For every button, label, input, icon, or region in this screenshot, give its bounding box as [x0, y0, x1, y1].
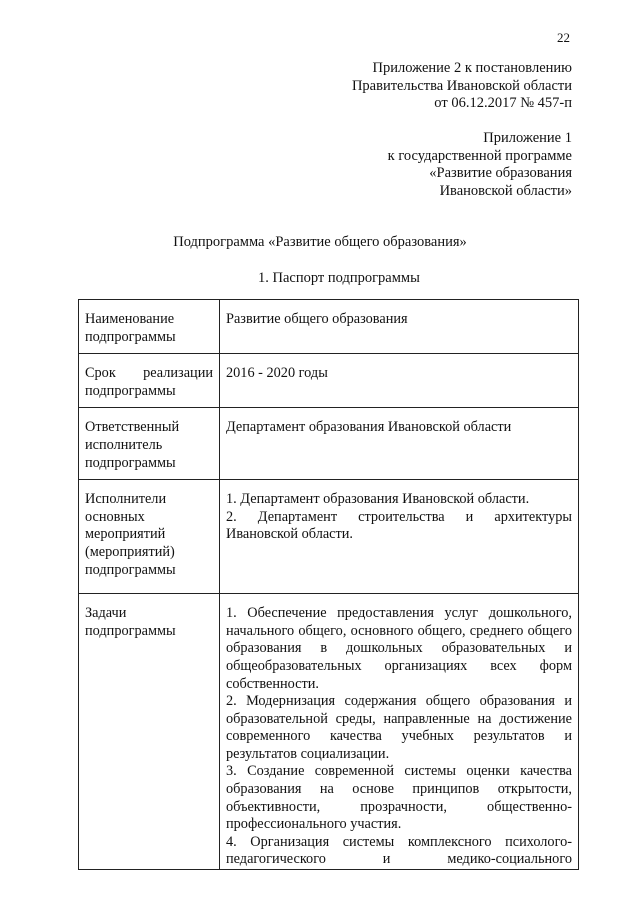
row-label: Наименование подпрограммы: [79, 300, 220, 354]
appendix-line: Ивановской области»: [439, 182, 572, 199]
row-value: Развитие общего образования: [220, 300, 579, 354]
appendix-line: Приложение 1: [483, 130, 572, 146]
value-item: 1. Обеспечение предоставления услуг дошкольного, начального общего, основного общего, среднего общего образования в дошкольных образовательных и общеобразовательных организациях всех форм собственности.: [226, 605, 572, 692]
table-row: [79, 354, 579, 408]
row-label: Ответственный исполнитель подпрограммы: [79, 408, 220, 480]
page-number: 22: [557, 30, 570, 45]
value-item: 3. Создание современной системы оценки качества образования на основе принципов открытости, объективности, прозрачности, общественно-профессионального участия.: [226, 763, 572, 833]
value-item: 2. Модернизация содержания общего образования и образовательной среды, направленные на достижение современного качества учебных результатов и результатов социализации.: [226, 693, 572, 762]
passport-table: [78, 299, 579, 870]
row-label: Задачи подпрограммы: [79, 594, 220, 870]
appendix-line: Приложение 2 к постановлению: [372, 60, 572, 76]
table-row: [79, 408, 579, 480]
table-row: [79, 480, 579, 594]
row-value: Департамент образования Ивановской области: [220, 408, 579, 480]
section-title: 1. Паспорт подпрограммы: [258, 270, 420, 286]
appendix-1-header: [388, 130, 572, 200]
row-label: Срок реализации подпрограммы: [79, 354, 220, 408]
subprogram-title: Подпрограмма «Развитие общего образования»: [173, 234, 467, 250]
appendix-line: «Развитие образования: [429, 165, 572, 181]
table-row: [79, 300, 579, 354]
row-value: 2016 - 2020 годы: [220, 354, 579, 408]
appendix-line: от 06.12.2017 № 457-п: [434, 95, 572, 111]
value-item: 2. Департамент строительства и архитектуры Ивановской области.: [226, 508, 572, 543]
table-row: [79, 594, 579, 870]
row-label: Исполнители основных мероприятий (мероприятий) подпрограммы: [79, 480, 220, 594]
row-value: [220, 594, 579, 870]
appendix-line: к государственной программе: [387, 147, 572, 164]
value-item: 1. Департамент образования Ивановской области.: [226, 491, 530, 508]
appendix-line: Правительства Ивановской области: [351, 77, 572, 94]
value-item: 4. Организация системы комплексного психолого-педагогического и медико-социального: [226, 833, 572, 868]
appendix-2-header: [352, 60, 572, 113]
row-value: [220, 480, 579, 594]
